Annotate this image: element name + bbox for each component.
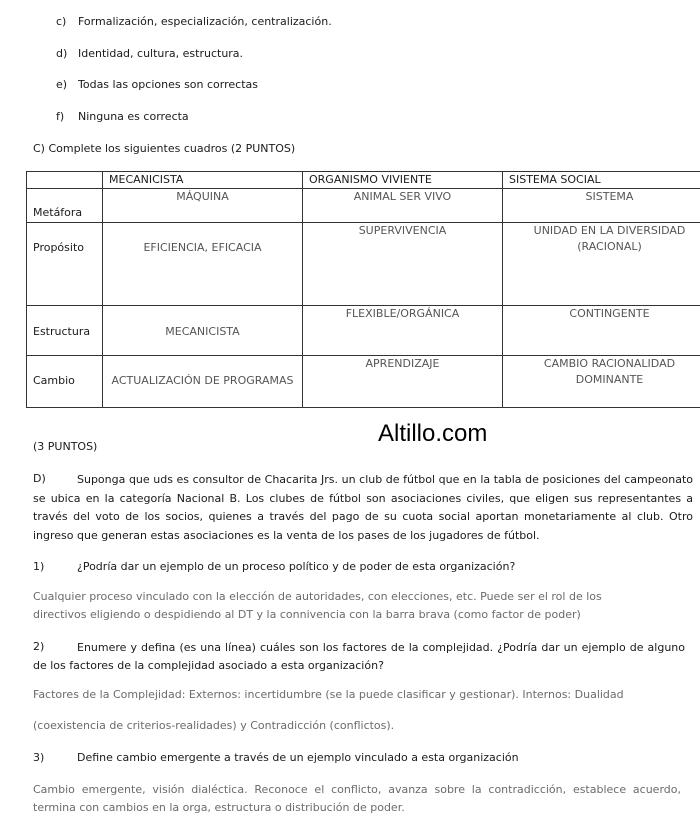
table-cell: UNIDAD EN LA DIVERSIDAD (RACIONAL) [503,223,700,306]
option-f-text: Ninguna es correcta [78,110,189,123]
option-f-letter: f) [56,110,65,123]
table-cell: CONTINGENTE [503,306,700,356]
comparison-table [26,171,700,408]
row-label: Propósito [33,241,84,254]
question-3-number: 3) [33,751,45,764]
row-label: Estructura [33,325,91,338]
question-2-number: 2) [33,640,45,653]
table-cell-text: MECANICISTA [165,325,240,338]
points-label: (3 PUNTOS) [33,440,98,453]
row-label: Cambio [33,374,75,387]
row-label-cell [27,189,103,223]
question-1-text: ¿Podría dar un ejemplo de un proceso político y de poder de esta organización? [77,560,516,573]
table-header: MECANICISTA [103,172,303,189]
table-row [27,306,700,356]
table-row [27,189,700,223]
table-cell: FLEXIBLE/ORGÁNICA [303,306,503,356]
question-3-text: Define cambio emergente a través de un ejemplo vinculado a esta organización [77,751,519,764]
question-1-number: 1) [33,560,45,573]
section-d-label: D) [33,472,46,485]
table-header-row [27,172,700,189]
option-e-text: Todas las opciones son correctas [78,78,258,91]
table-header: ORGANISMO VIVIENTE [303,172,503,189]
table-cell [103,223,303,306]
table-cell: CAMBIO RACIONALIDAD DOMINANTE [503,356,700,408]
watermark-text: Altillo.com [378,420,488,447]
table-cell: ANIMAL SER VIVO [303,189,503,223]
table-cell: SISTEMA [503,189,700,223]
question-1-answer: Cualquier proceso vinculado con la elección de autoridades, con elecciones, etc. Puede ser el rol de los directivos eligiendo o despidiendo al DT y la connivencia con la barra brava (como factor de poder) [33,590,602,621]
table-cell-text: EFICIENCIA, EFICACIA [143,241,262,254]
option-c-letter: c) [56,15,67,28]
table-row [27,223,700,306]
section-c-title: C) Complete los siguientes cuadros (2 PUNTOS) [33,142,296,155]
row-label-cell [27,223,103,306]
table-cell [103,306,303,356]
table-cell: APRENDIZAJE [303,356,503,408]
table-cell [103,356,303,408]
option-d-text: Identidad, cultura, estructura. [78,47,244,60]
table-cell-text: ACTUALIZACIÓN DE PROGRAMAS [111,374,294,387]
question-2-answer-cont: (coexistencia de criterios-realidades) y Contradicción (conflictos). [33,719,395,732]
section-d-text: Suponga que uds es consultor de Chacarita Jrs. un club de fútbol que en la tabla de posiciones del campeonato se ubica en la categoría Nacional B. Los clubes de fútbol son asociaciones civiles, que eligen sus representantes a través del voto de los socios, quienes a través del pago de su cuota social aportan monetariamente al club. Otro ingreso que generan estas asociaciones es la venta de los pases de los jugadores de fútbol. [33,473,693,542]
question-3-answer: Cambio emergente, visión dialéctica. Reconoce el conflicto, avanza sobre la contradicción, establece acuerdo, termina con cambios en la orga, estructura o distribución de poder. [33,783,681,814]
table-cell: SUPERVIVENCIA [303,223,503,306]
table-header: SISTEMA SOCIAL [503,172,700,189]
question-2-answer: Factores de la Complejidad: Externos: incertidumbre (se la puede clasificar y gestionar). Internos: Dualidad [33,688,624,701]
table-row [27,356,700,408]
option-d-letter: d) [56,47,68,60]
row-label-cell [27,356,103,408]
row-label: Metáfora [33,206,83,219]
table-header-empty [27,172,103,189]
question-2-text: Enumere y defina (es una línea) cuáles son los factores de la complejidad. ¿Podría dar un ejemplo de alguno de los factores de la complejidad asociado a esta organización? [33,641,685,672]
row-label-cell [27,306,103,356]
option-e-letter: e) [56,78,68,91]
table-cell: MÁQUINA [103,189,303,223]
option-c-text: Formalización, especialización, centralización. [78,15,332,28]
